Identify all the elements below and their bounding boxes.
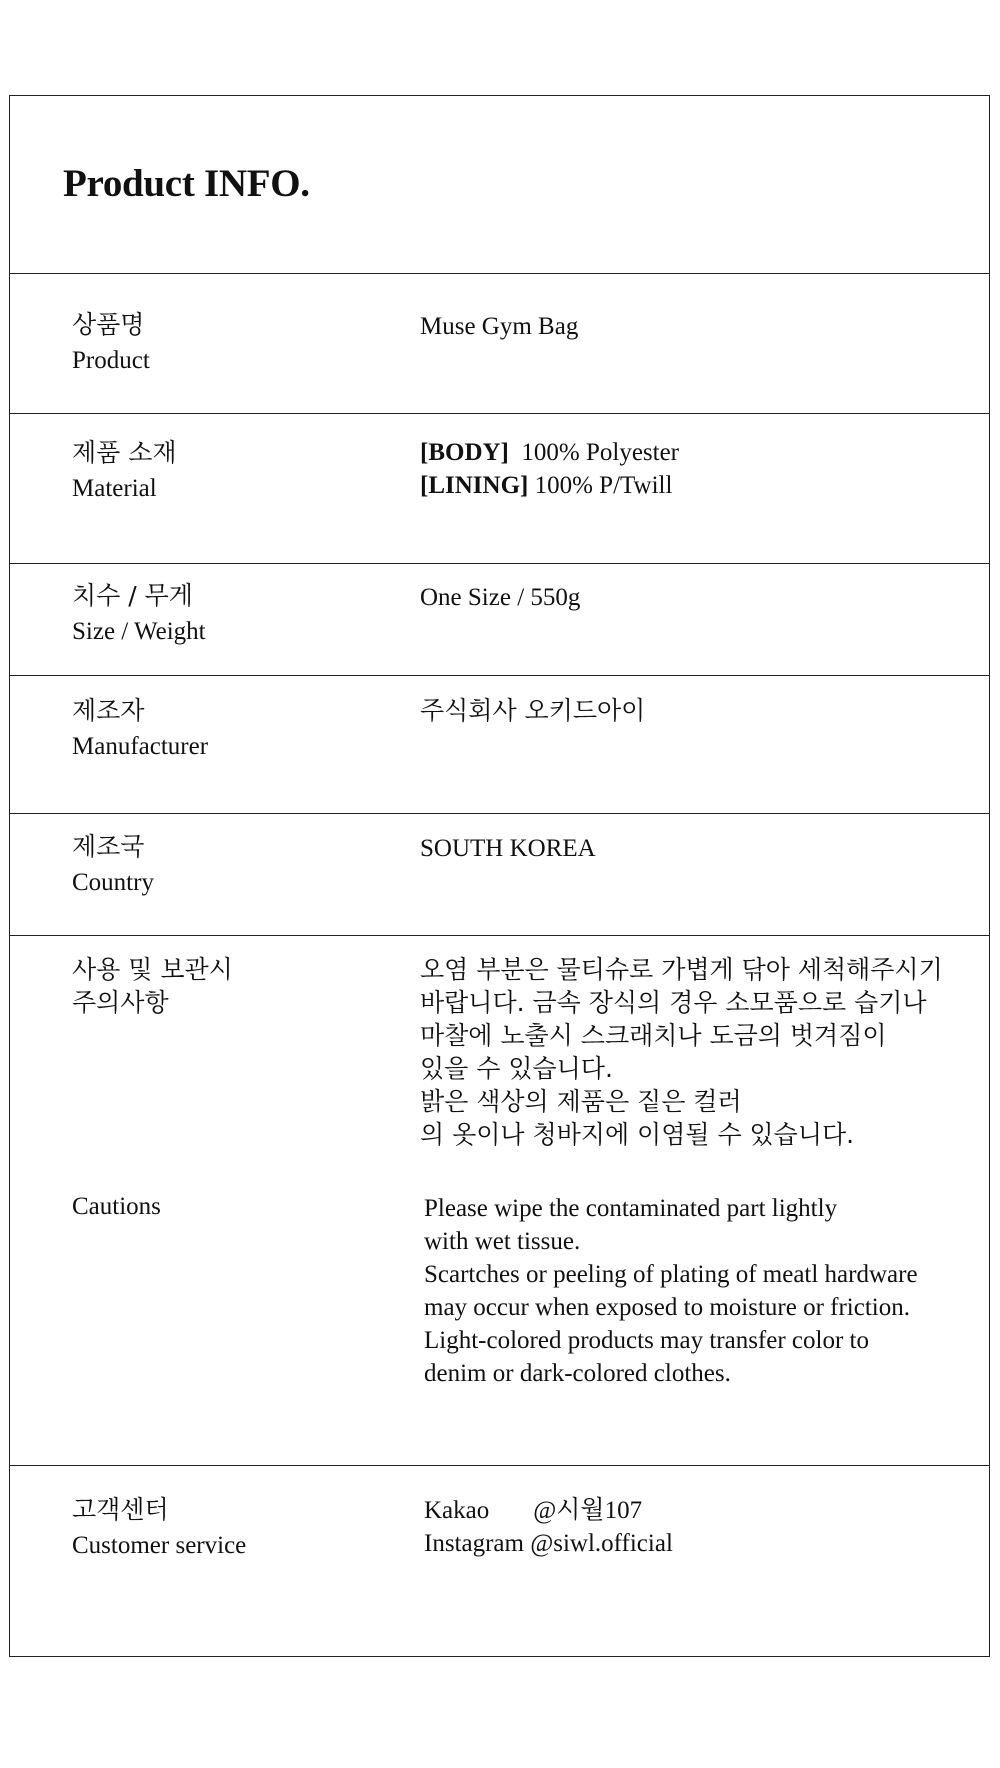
- caution-ko-line: 밝은 색상의 제품은 짙은 컬러: [420, 1087, 742, 1116]
- country-name: SOUTH KOREA: [420, 835, 596, 862]
- row-country: [10, 814, 989, 936]
- product-label-en: Product: [72, 347, 150, 374]
- material-label: [72, 435, 177, 507]
- country-label-en: Country: [72, 869, 154, 896]
- customer-label-en: Customer service: [72, 1532, 247, 1559]
- row-product: [10, 274, 989, 414]
- product-label: [72, 307, 150, 379]
- lining-tag: [LINING]: [420, 472, 529, 499]
- country-label-ko: 제조국: [72, 832, 145, 861]
- country-label: [72, 829, 154, 901]
- material-lining-line: [420, 469, 679, 502]
- kakao-label: Kakao: [424, 1497, 490, 1524]
- caution-ko-line: 바랍니다. 금속 장식의 경우 소모품으로 습기나: [420, 988, 927, 1017]
- manufacturer-label-en: Manufacturer: [72, 733, 209, 760]
- kakao-line: [424, 1494, 673, 1527]
- caution-en-line: Please wipe the contaminated part lightly: [424, 1195, 838, 1222]
- cautions-label-ko: [72, 953, 233, 1019]
- instagram-label: Instagram: [424, 1530, 524, 1557]
- material-value: [420, 436, 679, 502]
- cautions-label-ko-line2: 주의사항: [72, 988, 169, 1017]
- customer-label: [72, 1492, 246, 1564]
- instagram-line: [424, 1527, 673, 1560]
- caution-en-line: may occur when exposed to moisture or friction.: [424, 1294, 910, 1321]
- caution-ko-line: 있을 수 있습니다.: [420, 1054, 613, 1083]
- cautions-label-en: [72, 1189, 161, 1225]
- manufacturer-name: 주식회사 오키드아이: [420, 696, 646, 725]
- caution-ko-line: 마찰에 노출시 스크래치나 도금의 벗겨짐이: [420, 1021, 887, 1050]
- caution-en-line: denim or dark-colored clothes.: [424, 1360, 731, 1387]
- manufacturer-label: [72, 693, 208, 765]
- row-size: [10, 564, 989, 676]
- caution-en-line: with wet tissue.: [424, 1228, 581, 1255]
- cautions-label-ko-line1: 사용 및 보관시: [72, 955, 233, 984]
- size-label: [72, 578, 206, 650]
- size-weight-value: One Size / 550g: [420, 584, 581, 611]
- material-label-ko: 제품 소재: [72, 438, 177, 467]
- body-tag: [BODY]: [420, 439, 509, 466]
- product-name: Muse Gym Bag: [420, 313, 579, 340]
- caution-en-line: Light-colored products may transfer color to: [424, 1327, 869, 1354]
- cautions-en-text: [424, 1192, 918, 1390]
- size-value: [420, 581, 580, 614]
- lining-value: 100% P/Twill: [534, 472, 673, 499]
- caution-ko-line: 의 옷이나 청바지에 이염될 수 있습니다.: [420, 1120, 855, 1149]
- customer-value: [424, 1494, 673, 1560]
- country-value: [420, 832, 596, 865]
- row-material: [10, 414, 989, 564]
- cautions-label-en-text: Cautions: [72, 1193, 161, 1220]
- row-cautions: [10, 936, 989, 1466]
- product-value: [420, 310, 578, 343]
- page-title: Product INFO.: [63, 162, 310, 205]
- row-customer-service: [10, 1466, 989, 1656]
- material-label-en: Material: [72, 475, 157, 502]
- product-label-ko: 상품명: [72, 310, 145, 339]
- cautions-ko-text: [420, 953, 943, 1151]
- row-manufacturer: [10, 676, 989, 814]
- caution-ko-line: 오염 부분은 물티슈로 가볍게 닦아 세척해주시기: [420, 955, 943, 984]
- instagram-handle: @siwl.official: [530, 1530, 673, 1557]
- size-label-en: Size / Weight: [72, 618, 206, 645]
- kakao-id: @시월107: [533, 1497, 643, 1524]
- body-value: 100% Polyester: [521, 439, 680, 466]
- product-info-card: [9, 95, 990, 1657]
- manufacturer-value: [420, 694, 645, 727]
- manufacturer-label-ko: 제조자: [72, 696, 145, 725]
- customer-label-ko: 고객센터: [72, 1495, 169, 1524]
- card-header: [10, 96, 989, 274]
- caution-en-line: Scartches or peeling of plating of meatl hardware: [424, 1261, 918, 1288]
- material-body-line: [420, 436, 679, 469]
- size-label-ko: 치수 / 무게: [72, 581, 193, 610]
